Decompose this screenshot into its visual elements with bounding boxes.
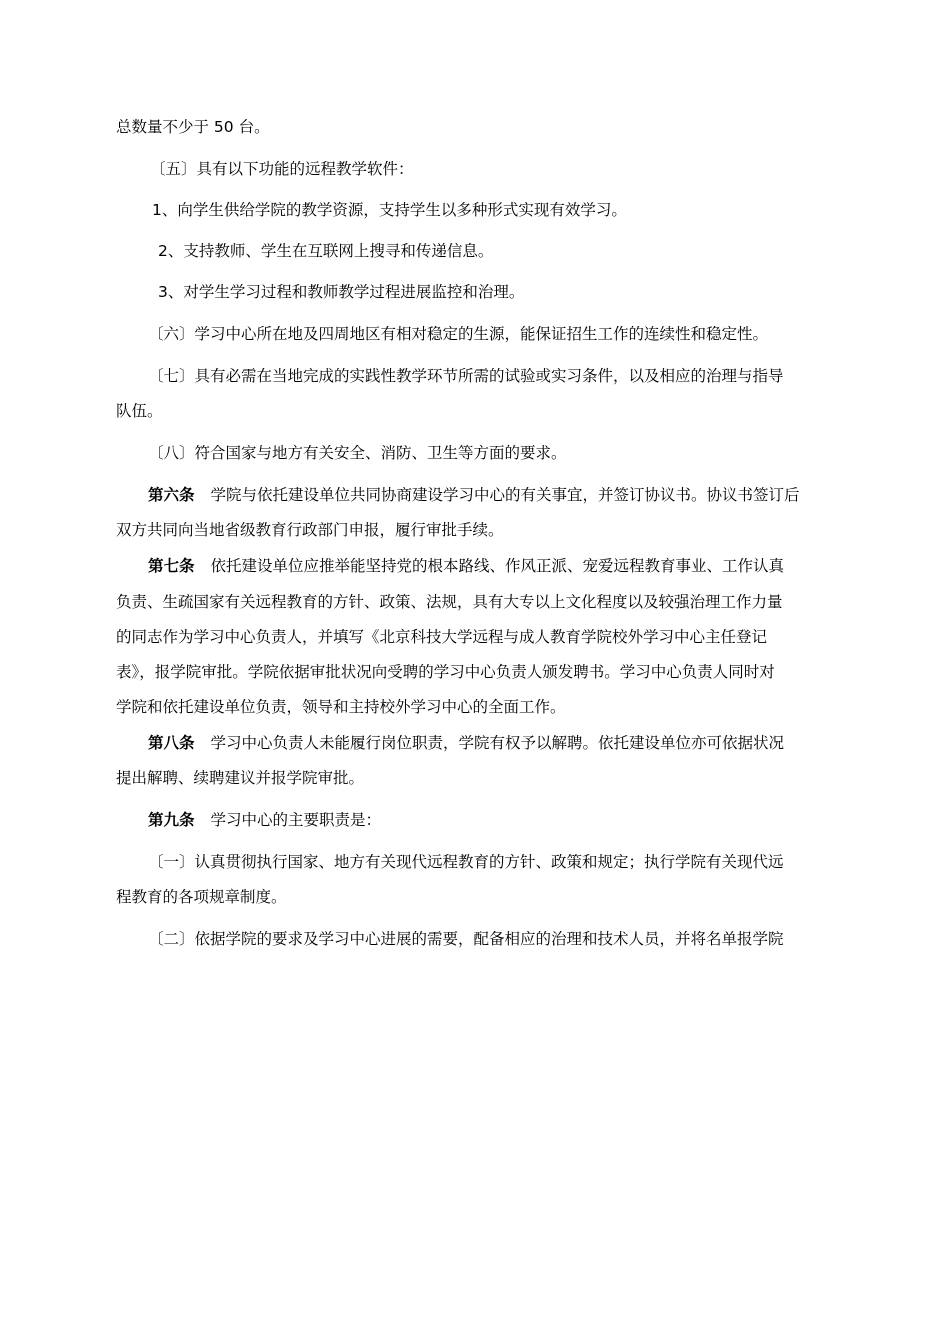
- text-line: 〔七〕具有必需在当地完成的实践性教学环节所需的试验或实习条件，以及相应的治理与指导: [148, 367, 784, 385]
- article-seven-line: [148, 556, 784, 576]
- text-line: 的同志作为学习中心负责人，并填写《北京科技大学远程与成人教育学院校外学习中心主任登记: [116, 628, 768, 646]
- article-six-heading: 第六条: [148, 486, 195, 504]
- text-line: 〔一〕认真贯彻执行国家、地方有关现代远程教育的方针、政策和规定；执行学院有关现代远: [148, 853, 784, 871]
- text-line: 表》，报学院审批。学院依据审批状况向受聘的学习中心负责人颁发聘书。学习中心负责人同时对: [116, 663, 775, 681]
- text-span: 学习中心的主要职责是：: [210, 811, 382, 829]
- article-nine-line: [148, 810, 381, 830]
- text-line: 1、向学生供给学院的教学资源，支持学生以多种形式实现有效学习。: [152, 201, 627, 219]
- text-line: 提出解聘、续聘建议并报学院审批。: [116, 769, 365, 787]
- text-line: 〔五〕具有以下功能的远程教学软件：: [150, 160, 414, 178]
- text-span: 学习中心负责人未能履行岗位职责，学院有权予以解聘。依托建设单位亦可依据状况: [210, 734, 785, 752]
- text-line: 队伍。: [116, 402, 163, 420]
- article-seven-heading: 第七条: [148, 557, 195, 575]
- article-nine-heading: 第九条: [148, 811, 195, 829]
- text-line: 双方共同向当地省级教育行政部门申报，履行审批手续。: [116, 521, 504, 539]
- text-line: 总数量不少于 50 台。: [116, 118, 270, 136]
- text-span: 依托建设单位应推举能坚持党的根本路线、作风正派、宠爱远程教育事业、工作认真: [210, 557, 785, 575]
- text-line: 〔八〕符合国家与地方有关安全、消防、卫生等方面的要求。: [148, 444, 567, 462]
- article-eight-heading: 第八条: [148, 734, 195, 752]
- text-line: 学院和依托建设单位负责，领导和主持校外学习中心的全面工作。: [116, 698, 566, 716]
- article-eight-line: [148, 733, 784, 753]
- text-span: 学院与依托建设单位共同协商建设学习中心的有关事宜，并签订协议书。协议书签订后: [210, 486, 800, 504]
- text-line: 负责、生疏国家有关远程教育的方针、政策、法规，具有大专以上文化程度以及较强治理工作力量: [116, 593, 783, 611]
- article-six-line: [148, 485, 800, 505]
- text-line: 程教育的各项规章制度。: [116, 888, 287, 906]
- text-line: 〔六〕学习中心所在地及四周地区有相对稳定的生源，能保证招生工作的连续性和稳定性。: [148, 325, 769, 343]
- text-line: 3、对学生学习过程和教师教学过程进展监控和治理。: [158, 283, 525, 301]
- text-line: 2、支持教师、学生在互联网上搜寻和传递信息。: [158, 242, 494, 260]
- text-line: 〔二〕依据学院的要求及学习中心进展的需要，配备相应的治理和技术人员，并将名单报学院: [148, 930, 784, 948]
